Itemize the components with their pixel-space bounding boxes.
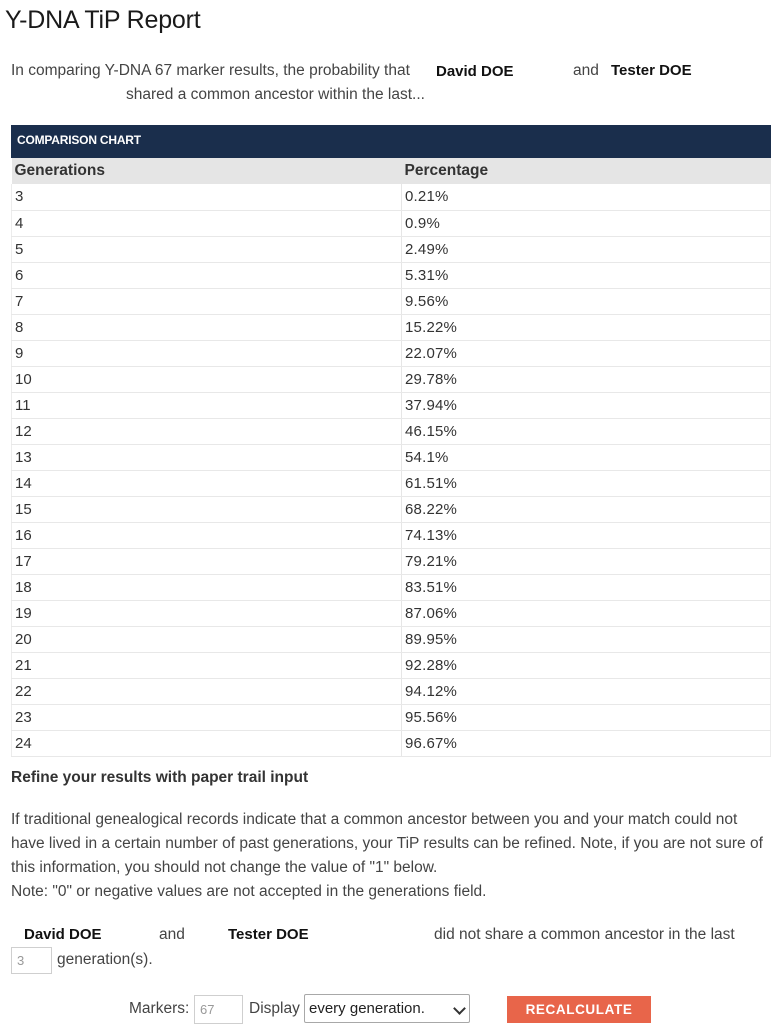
percentage-cell: 37.94%: [402, 392, 771, 418]
table-row: [12, 340, 771, 366]
comparison-table-body: [12, 184, 771, 756]
table-row: [12, 548, 771, 574]
table-row: [12, 704, 771, 730]
comparison-chart-header: COMPARISON CHART: [11, 125, 771, 158]
table-row: [12, 574, 771, 600]
intro-and: and: [573, 62, 599, 79]
generation-cell: 20: [12, 626, 402, 652]
percentage-cell: 95.56%: [402, 704, 771, 730]
table-row: [12, 470, 771, 496]
recalculate-button[interactable]: RECALCULATE: [507, 996, 651, 1023]
percentage-cell: 29.78%: [402, 366, 771, 392]
refine-title: Refine your results with paper trail input: [11, 769, 309, 786]
percentage-cell: 61.51%: [402, 470, 771, 496]
percentage-cell: 5.31%: [402, 262, 771, 288]
page-title: Y-DNA TiP Report: [5, 6, 201, 34]
generation-cell: 12: [12, 418, 402, 444]
table-row: [12, 314, 771, 340]
display-select[interactable]: [304, 994, 470, 1023]
intro-name-1: David DOE: [436, 63, 514, 80]
comparison-table: [11, 158, 771, 757]
display-selected-value: every generation.: [309, 1000, 425, 1017]
generation-cell: 23: [12, 704, 402, 730]
intro-text-continued: shared a common ancestor within the last...: [126, 86, 425, 103]
generation-cell: 10: [12, 366, 402, 392]
table-row: [12, 444, 771, 470]
form-and: and: [159, 926, 185, 943]
percentage-cell: 74.13%: [402, 522, 771, 548]
percentage-cell: 0.21%: [402, 184, 771, 210]
percentage-cell: 79.21%: [402, 548, 771, 574]
generation-cell: 15: [12, 496, 402, 522]
generations-input[interactable]: [11, 947, 52, 974]
table-row: [12, 184, 771, 210]
table-row: [12, 730, 771, 756]
table-row: [12, 496, 771, 522]
table-row: [12, 262, 771, 288]
table-row: [12, 522, 771, 548]
table-row: [12, 600, 771, 626]
generation-cell: 16: [12, 522, 402, 548]
markers-input[interactable]: [194, 995, 243, 1024]
percentage-cell: 9.56%: [402, 288, 771, 314]
intro-text: In comparing Y-DNA 67 marker results, the probability that: [11, 62, 410, 79]
table-row: [12, 236, 771, 262]
form-name-1: David DOE: [24, 926, 102, 943]
display-label: Display: [249, 1000, 300, 1017]
table-row: [12, 288, 771, 314]
form-name-2: Tester DOE: [228, 926, 309, 943]
intro-name-2: Tester DOE: [611, 62, 692, 79]
table-row: [12, 626, 771, 652]
generation-cell: 7: [12, 288, 402, 314]
percentage-cell: 92.28%: [402, 652, 771, 678]
refine-description: [11, 808, 771, 904]
chevron-down-icon: [453, 1002, 466, 1015]
percentage-cell: 22.07%: [402, 340, 771, 366]
generation-cell: 21: [12, 652, 402, 678]
percentage-cell: 15.22%: [402, 314, 771, 340]
table-row: [12, 678, 771, 704]
generation-cell: 19: [12, 600, 402, 626]
percentage-cell: 94.12%: [402, 678, 771, 704]
percentage-cell: 54.1%: [402, 444, 771, 470]
table-row: [12, 418, 771, 444]
percentage-cell: 0.9%: [402, 210, 771, 236]
column-header-percentage: Percentage: [402, 158, 771, 184]
percentage-cell: 68.22%: [402, 496, 771, 522]
table-row: [12, 366, 771, 392]
generation-cell: 24: [12, 730, 402, 756]
percentage-cell: 89.95%: [402, 626, 771, 652]
generation-cell: 4: [12, 210, 402, 236]
generation-cell: 5: [12, 236, 402, 262]
generation-cell: 11: [12, 392, 402, 418]
percentage-cell: 87.06%: [402, 600, 771, 626]
table-row: [12, 652, 771, 678]
table-row: [12, 392, 771, 418]
form-sentence-text: did not share a common ancestor in the last: [434, 926, 735, 943]
generation-cell: 22: [12, 678, 402, 704]
generation-cell: 8: [12, 314, 402, 340]
generation-cell: 3: [12, 184, 402, 210]
generation-cell: 17: [12, 548, 402, 574]
generation-cell: 14: [12, 470, 402, 496]
percentage-cell: 83.51%: [402, 574, 771, 600]
column-header-generations: Generations: [12, 158, 402, 184]
generations-suffix: generation(s).: [57, 951, 153, 968]
table-header-row: [12, 158, 771, 184]
percentage-cell: 2.49%: [402, 236, 771, 262]
generation-cell: 18: [12, 574, 402, 600]
markers-label: Markers:: [129, 1000, 190, 1017]
generation-cell: 9: [12, 340, 402, 366]
generation-cell: 6: [12, 262, 402, 288]
refine-note: Note: "0" or negative values are not accepted in the generations field.: [11, 883, 487, 900]
refine-paragraph: If traditional genealogical records indicate that a common ancestor between you and your match could not have lived in a certain number of past generations, your TiP results can be refined. Note, if you are not sure of this information, you should not change the value of "1" below.: [11, 811, 763, 876]
percentage-cell: 96.67%: [402, 730, 771, 756]
percentage-cell: 46.15%: [402, 418, 771, 444]
generation-cell: 13: [12, 444, 402, 470]
table-row: [12, 210, 771, 236]
